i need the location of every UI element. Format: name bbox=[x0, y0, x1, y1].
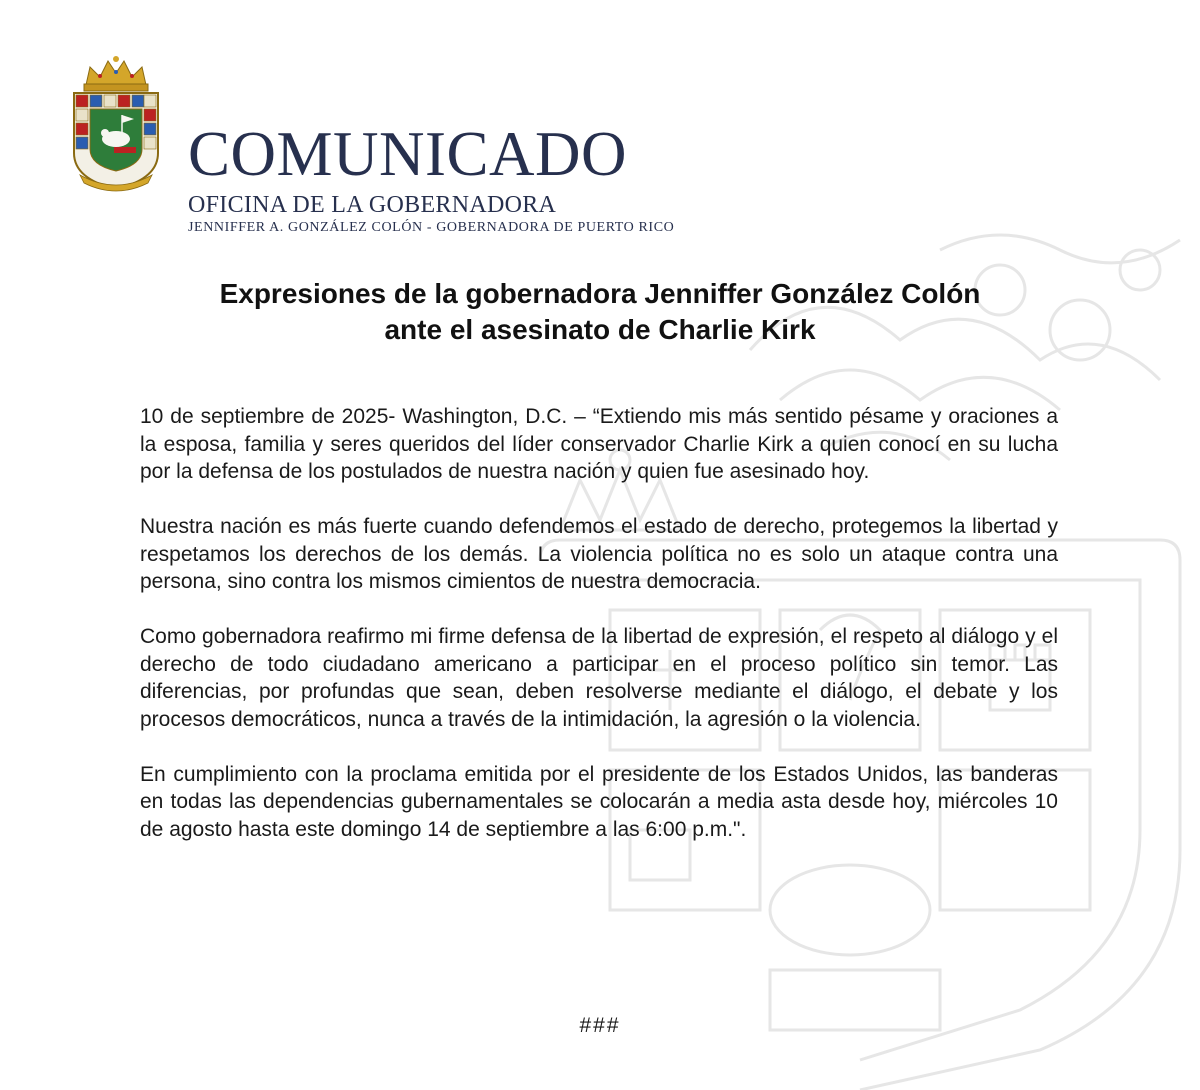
governor-line: JENNIFFER A. GONZÁLEZ COLÓN - GOBERNADORA DE PUERTO RICO bbox=[188, 220, 675, 235]
statement-body bbox=[140, 403, 1058, 871]
headline-line-2: ante el asesinato de Charlie Kirk bbox=[384, 314, 816, 345]
document-title: COMUNICADO bbox=[188, 119, 628, 189]
paragraph-3: Como gobernadora reafirmo mi firme defensa de la libertad de expresión, el respeto al diálogo y el derecho de todo ciudadano americano a participar en el proceso político sin temor. Las diferencias, por profundas que sean, deben resolverse mediante el diálogo, el debate y los procesos democráticos, nunca a través de la intimidación, la agresión o la violencia. bbox=[140, 625, 1058, 731]
end-mark: ### bbox=[579, 1014, 621, 1037]
office-name: OFICINA DE LA GOBERNADORA bbox=[188, 192, 557, 218]
coat-of-arms-seal-icon bbox=[60, 55, 172, 195]
letterhead bbox=[60, 55, 760, 235]
paragraph-4: En cumplimiento con la proclama emitida por el presidente de los Estados Unidos, las banderas en todas las dependencias gubernamentales se colocarán a media asta desde hoy, miércoles 10 de agosto hasta este domingo 14 de septiembre a las 6:00 p.m.". bbox=[140, 762, 1058, 841]
headline-line-1: Expresiones de la gobernadora Jenniffer González Colón bbox=[219, 278, 981, 309]
paragraph-2: Nuestra nación es más fuerte cuando defendemos el estado de derecho, protegemos la libertad y respetamos los derechos de los demás. La violencia política no es solo un ataque contra una persona, sino contra los mismos cimientos de nuestra democracia. bbox=[140, 515, 1058, 593]
headline bbox=[100, 276, 1100, 348]
paragraph-1: 10 de septiembre de 2025- Washington, D.C. – “Extiendo mis más sentido pésame y oraciones a la esposa, familia y seres queridos del líder conservador Charlie Kirk a quien conocí en su lucha por la defensa de los postulados de nuestra nación y quien fue asesinado hoy. bbox=[140, 405, 1058, 483]
